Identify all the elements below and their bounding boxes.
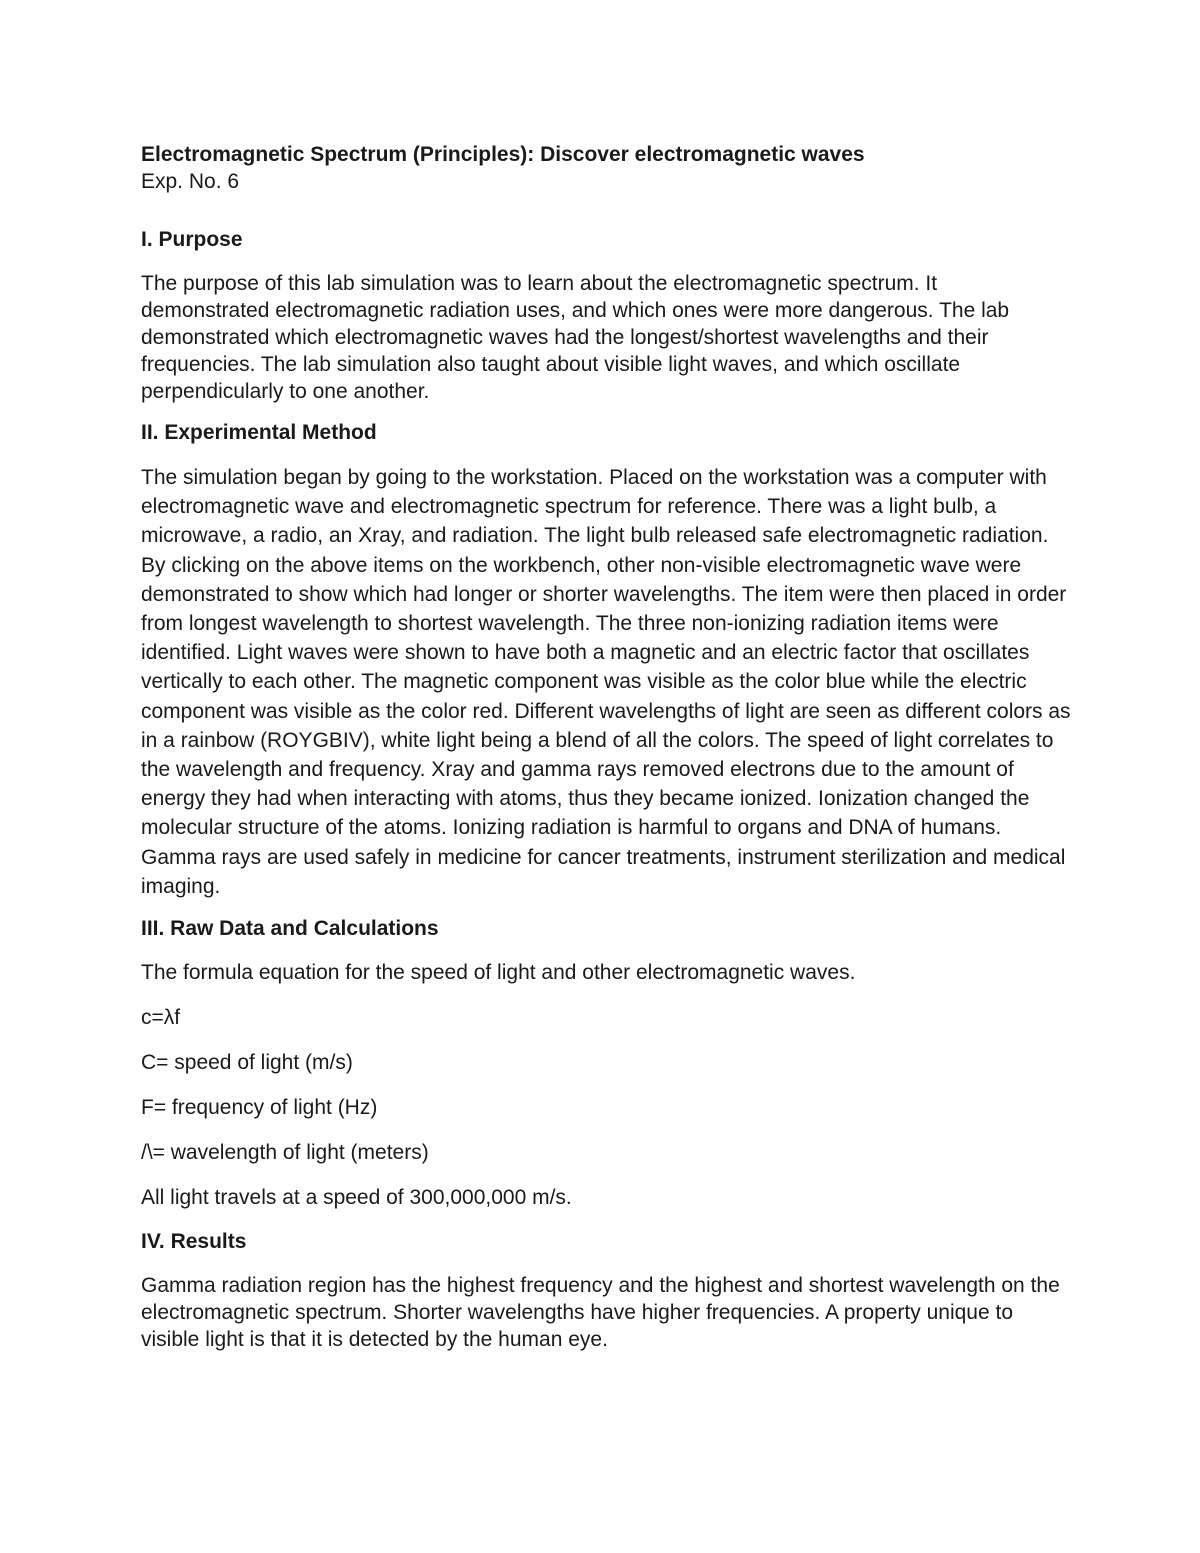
method-heading: II. Experimental Method <box>141 421 377 444</box>
experiment-number: Exp. No. 6 <box>141 170 240 193</box>
raw-data-heading: III. Raw Data and Calculations <box>141 917 439 941</box>
c-definition: C= speed of light (m/s) <box>141 1051 353 1075</box>
formula-intro: The formula equation for the speed of light and other electromagnetic waves. <box>141 961 856 985</box>
document-page <box>141 142 1071 1368</box>
purpose-paragraph: The purpose of this lab simulation was to learn about the electromagnetic spectrum. It demonstrated electromagnetic radiation uses, and which ones were more dangerous. The lab demonstrated which electromagnetic waves had the longest/shortest wavelengths and their frequencies. The lab simulation also taught about visible light waves, and which oscillate perpendicularly to one another. <box>141 272 1010 403</box>
formula: c=λf <box>141 1006 181 1030</box>
f-definition: F= frequency of light (Hz) <box>141 1096 378 1120</box>
document-title: Electromagnetic Spectrum (Principles): Discover electromagnetic waves <box>141 143 865 166</box>
lambda-definition: /\= wavelength of light (meters) <box>141 1141 429 1165</box>
purpose-heading: I. Purpose <box>141 228 243 251</box>
results-paragraph: Gamma radiation region has the highest frequency and the highest and shortest wavelength on the electromagnetic spectrum. Shorter wavelengths have higher frequencies. A property unique to visible light is that it is detected by the human eye. <box>141 1274 1060 1352</box>
method-paragraph: The simulation began by going to the workstation. Placed on the workstation was a computer with electromagnetic wave and electromagnetic spectrum for reference. There was a light bulb, a microwave, a radio, an Xray, and radiation. The light bulb released safe electromagnetic radiation. By clicking on the above items on the workbench, other non-visible electromagnetic wave were demonstrated to show which had longer or shorter wavelengths. The item were then placed in order from longest wavelength to shortest wavelength. The three non-ionizing radiation items were identified. Light waves were shown to have both a magnetic and an electric factor that oscillates vertically to each other. The magnetic component was visible as the color blue while the electric component was visible as the color red. Different wavelengths of light are seen as different colors as in a rainbow (ROYGBIV), white light being a blend of all the colors. The speed of light correlates to the wavelength and frequency. Xray and gamma rays removed electrons due to the amount of energy they had when interacting with atoms, thus they became ionized. Ionization changed the molecular structure of the atoms. Ionizing radiation is harmful to organs and DNA of humans. Gamma rays are used safely in medicine for cancer treatments, instrument sterilization and medical imaging. <box>141 466 1071 898</box>
results-heading: IV. Results <box>141 1230 247 1254</box>
speed-statement: All light travels at a speed of 300,000,000 m/s. <box>141 1186 572 1210</box>
